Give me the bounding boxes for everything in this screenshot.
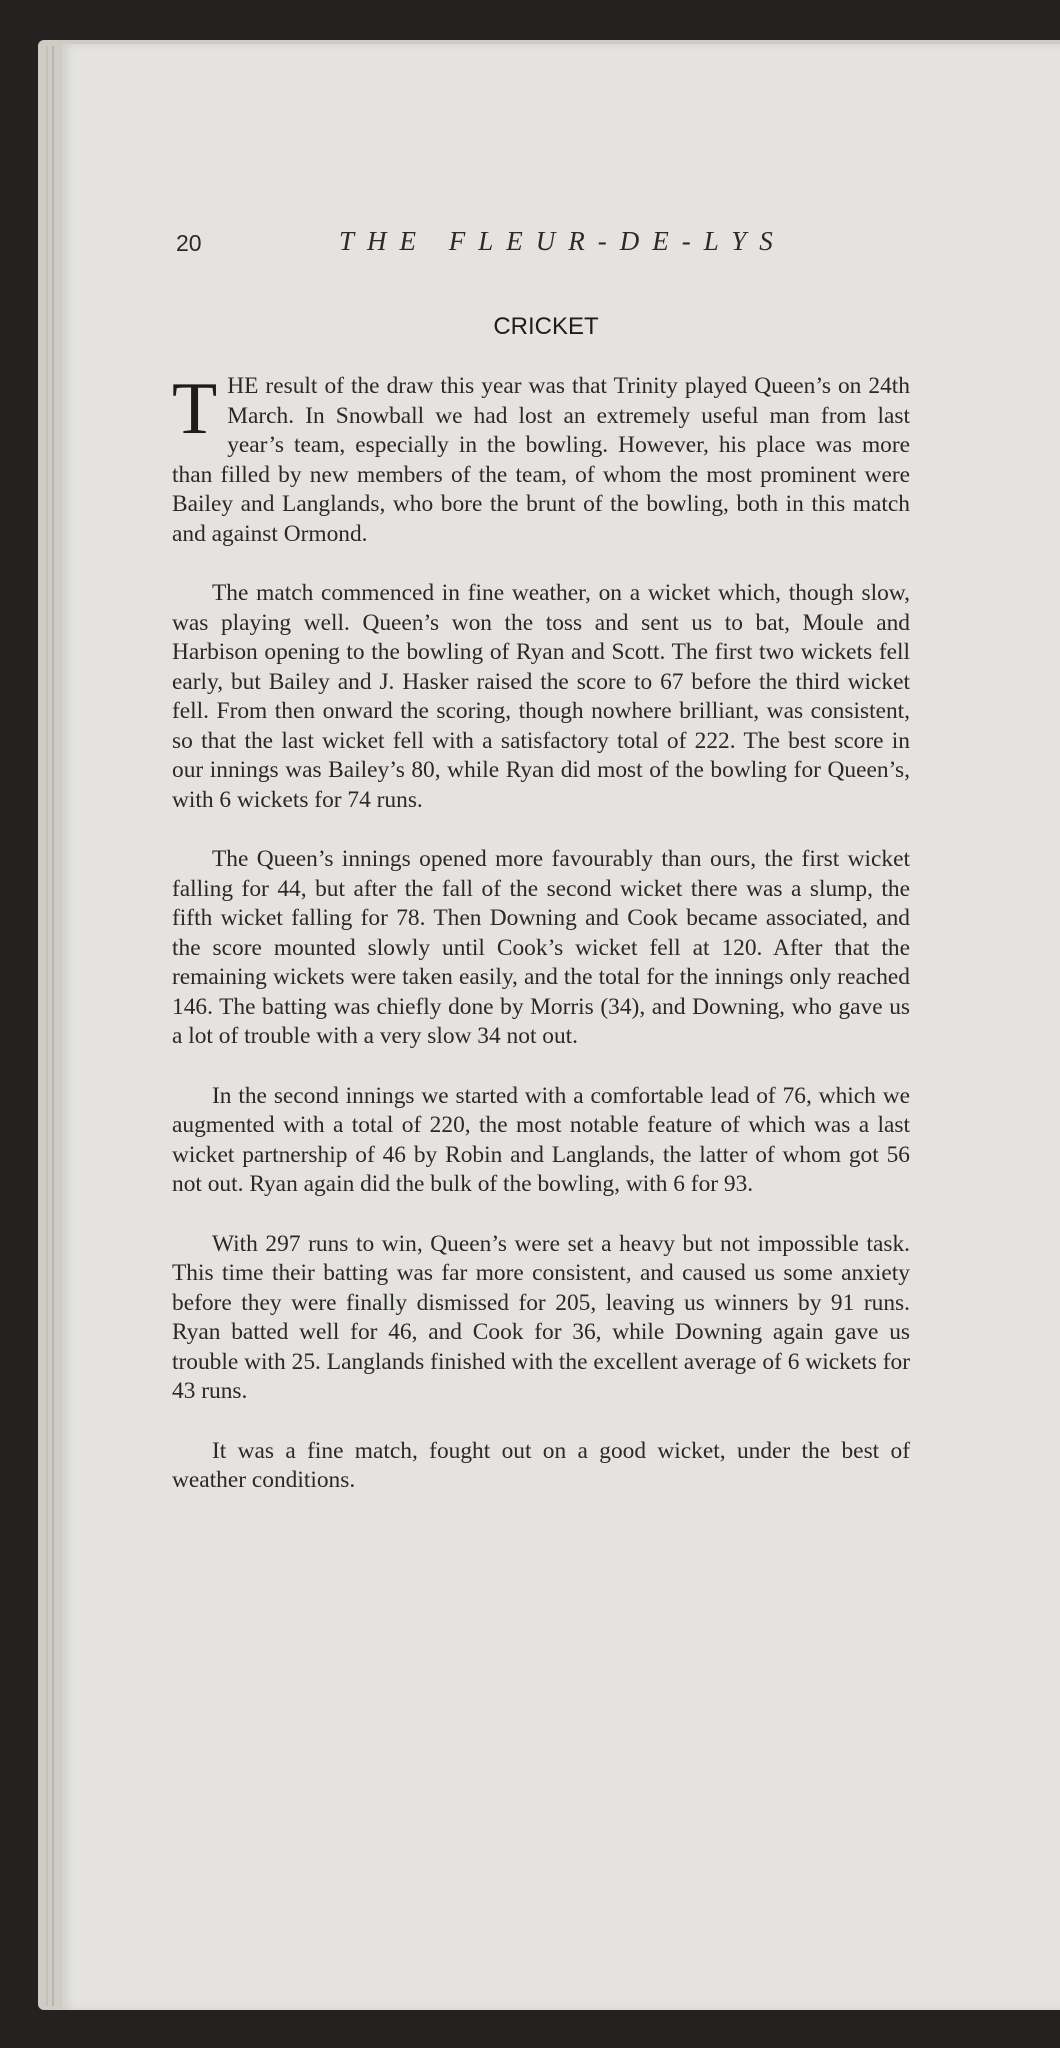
paragraph: In the second innings we started with a comfortable lead of 76, which we augmented with a total of 220, the most notable feature of which was a last wicket partnership of 46 by Robin and Langlands, the latter of whom got 56 not out. Ryan again did the bulk of the bowling, with 6 for 93.: [172, 1082, 910, 1197]
drop-cap: T: [172, 368, 218, 450]
running-header: [176, 226, 876, 262]
paragraph: The match commenced in fine weather, on a wicket which, though slow, was playing well. Queen’s won the toss and sent us to bat, Moule and Harbison opening to the bowling of Ryan and Scott. The first two wickets fell early, but Bailey and J. Hasker raised the score to 67 before the third wicket fell. From then onward the scoring, though nowhere brilliant, was consistent, so that the last wicket fell with a satisfactory total of 222. The best score in our innings was Bailey’s 80, while Ryan did most of the bowling for Queen’s, with 6 wickets for 74 runs.: [172, 580, 910, 813]
section-title: CRICKET: [493, 313, 599, 340]
running-title: THE FLEUR-DE-LYS: [339, 226, 786, 256]
paragraph: The Queen’s innings opened more favourably than ours, the first wicket falling for 44, but after the fall of the second wicket there was a slump, the fifth wicket falling for 78. Then Downing and Cook became associated, and the score mounted slowly until Cook’s wicket fell at 120. After that the remaining wickets were taken easily, and the total for the innings only reached 146. The batting was chiefly done by Morris (34), and Downing, who gave us a lot of trouble with a very slow 34 not out.: [172, 846, 910, 1049]
paragraph-text: HE result of the draw this year was that Trinity played Queen’s on 24th March. In Snowball we had lost an extremely useful man from last year’s team, especially in the bowling. However, his place was more than filled by new members of the team, of whom the most prominent were Bailey and Langlands, who bore the brunt of the bowling, both in this match and against Ormond.: [172, 373, 910, 547]
page-number: 20: [176, 230, 202, 256]
article-body: [172, 368, 910, 1526]
paragraph: [172, 368, 910, 549]
paragraph: With 297 runs to win, Queen’s were set a heavy but not impossible task. This time their batting was far more consistent, and caused us some anxiety before they were finally dismissed for 205, leaving us winners by 91 runs. Ryan batted well for 46, and Cook for 36, while Downing again gave us trouble with 25. Langlands finished with the excellent average of 6 wickets for 43 runs.: [172, 1230, 910, 1404]
paragraph: It was a fine match, fought out on a good wicket, under the best of weather conditions.: [172, 1437, 910, 1493]
